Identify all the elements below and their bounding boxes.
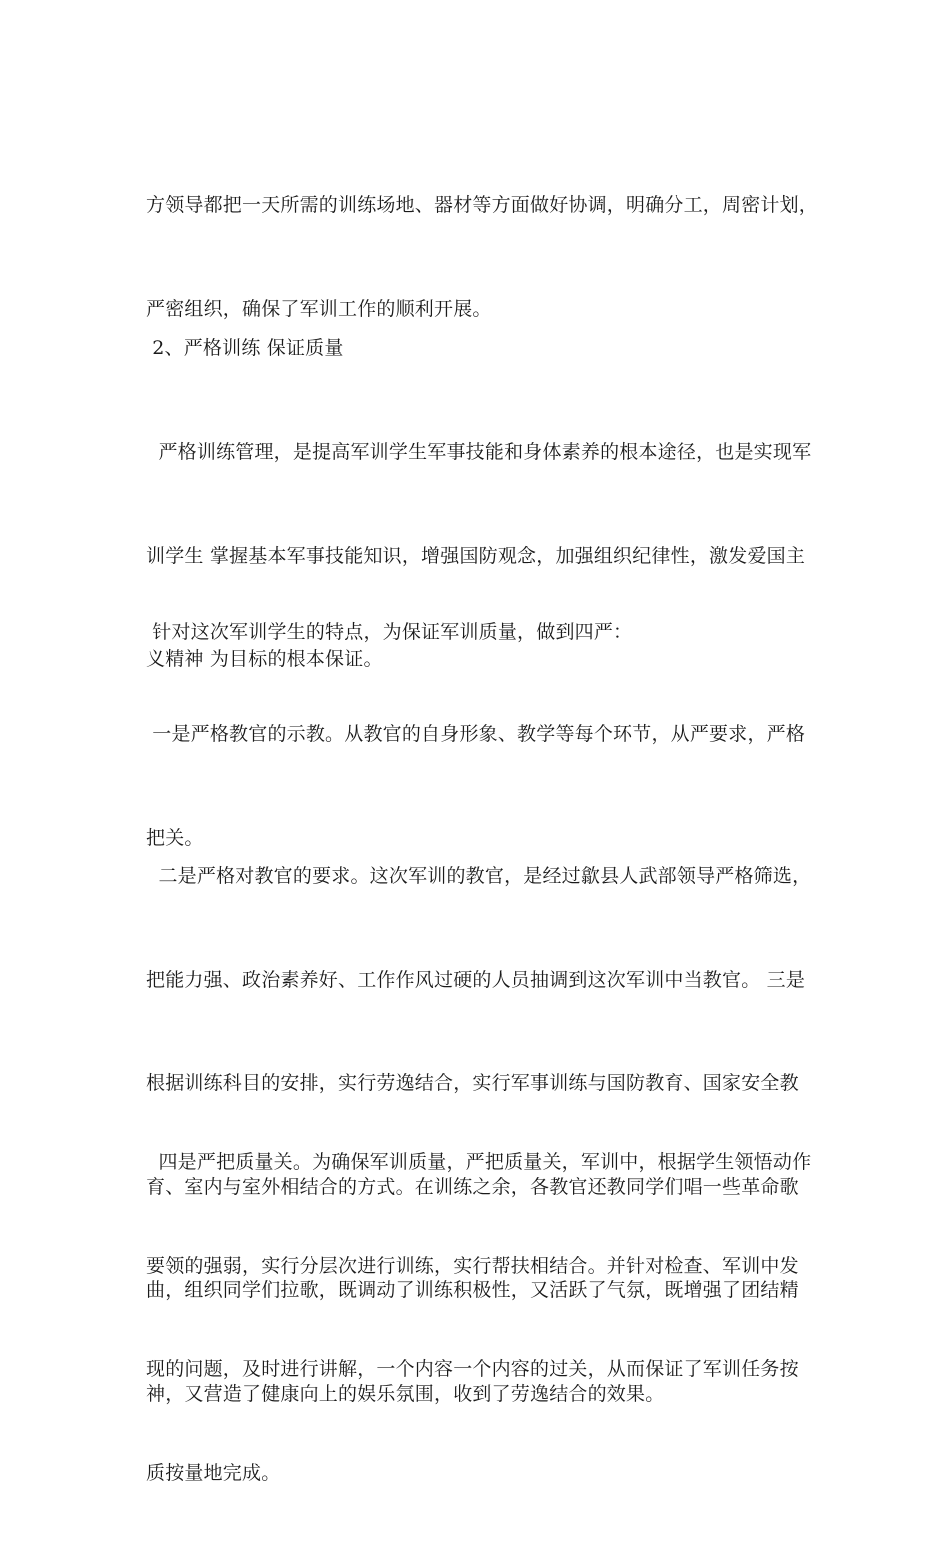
- text-line: 根据训练科目的安排，实行劳逸结合，实行军事训练与国防教育、国家安全教: [146, 1072, 799, 1094]
- text-line: 质按量地完成。: [146, 1461, 281, 1484]
- text-line: 针对这次军训学生的特点，为保证军训质量，做到四严：: [146, 621, 633, 643]
- text-line: 二是严格对教官的要求。这次军训的教官，是经过歙县人武部领导严格筛选，: [146, 865, 812, 887]
- text-line: 把关。: [146, 826, 204, 849]
- heading-text: 2、严格训练 保证质量: [146, 337, 344, 359]
- text-line: 四是严把质量关。为确保军训质量，严把质量关，军训中，根据学生领悟动作: [146, 1151, 812, 1173]
- text-line: 现的问题，及时进行讲解，一个内容一个内容的过关，从而保证了军训任务按: [146, 1358, 799, 1380]
- text-line: 育、室内与室外相结合的方式。在训练之余，各教官还教同学们唱一些革命歌: [146, 1175, 799, 1198]
- text-line: 把能力强、政治素养好、工作作风过硬的人员抽调到这次军训中当教官。 三是: [146, 968, 806, 991]
- text-line: 要领的强弱，实行分层次进行训练，实行帮扶相结合。并针对检查、军训中发: [146, 1254, 799, 1277]
- text-line: 神，又营造了健康向上的娱乐氛围，收到了劳逸结合的效果。: [146, 1382, 665, 1405]
- text-line: 训学生 掌握基本军事技能知识，增强国防观念，加强组织纪律性，激发爱国主: [146, 544, 806, 567]
- paragraph-quality-control: [146, 1076, 812, 1559]
- text-line: 严密组织，确保了军训工作的顺利开展。: [146, 297, 492, 320]
- text-line: 严格训练管理，是提高军训学生军事技能和身体素养的根本途径，也是实现军: [146, 441, 812, 463]
- text-line: 曲，组织同学们拉歌，既调动了训练积极性，又活跃了气氛，既增强了团结精: [146, 1279, 799, 1301]
- text-line: 一是严格教官的示教。从教官的自身形象、教学等每个环节，从严要求，严格: [146, 723, 806, 745]
- text-line: 方领导都把一天所需的训练场地、器材等方面做好协调，明确分工，周密计划，: [146, 194, 819, 216]
- text-line: 义精神 为目标的根本保证。: [146, 648, 383, 670]
